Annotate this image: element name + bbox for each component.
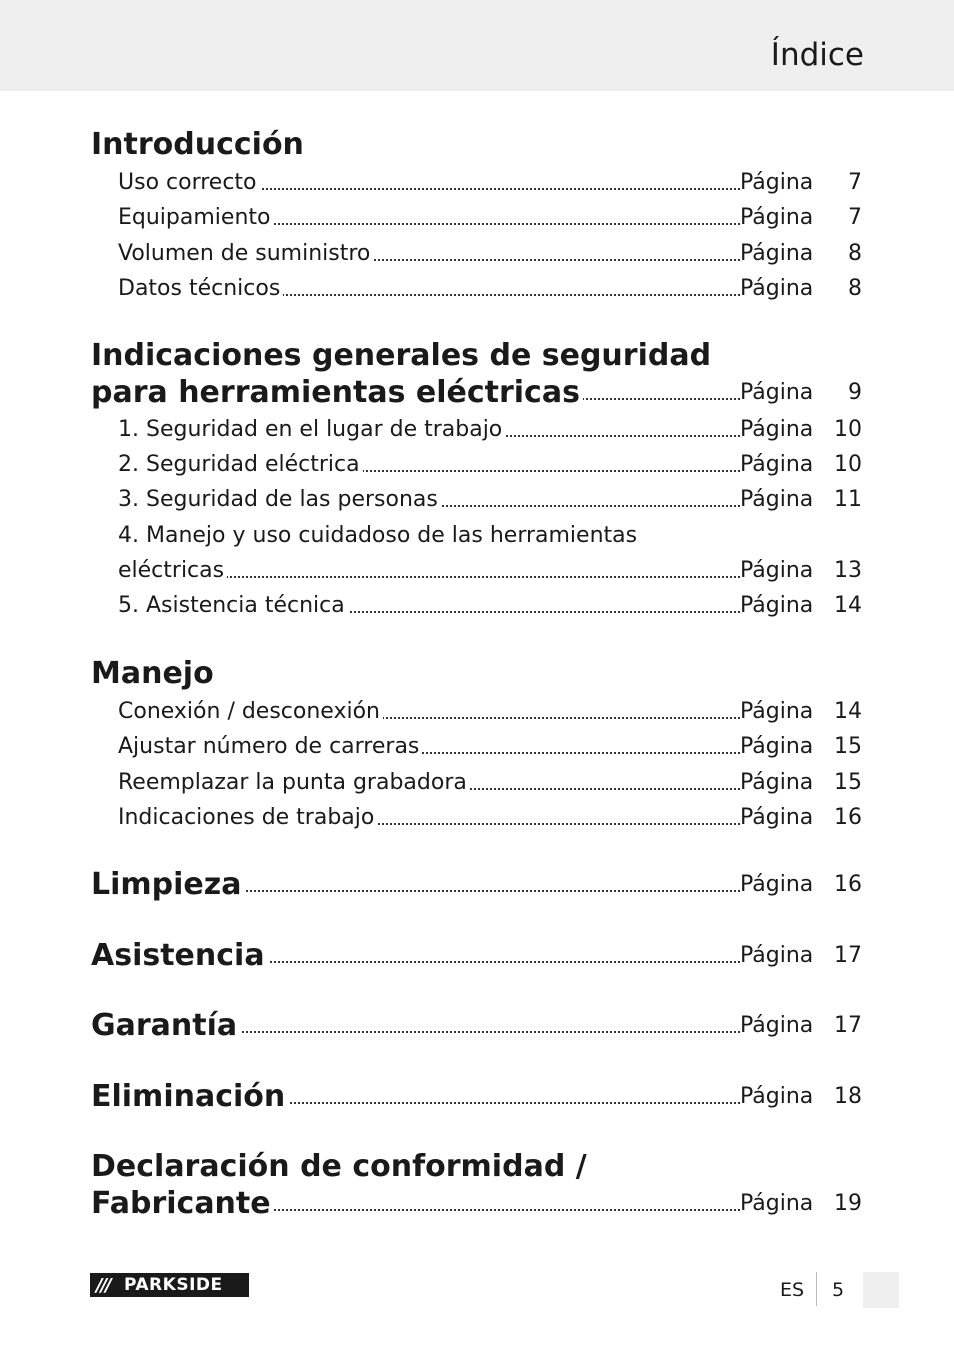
page-number: 10 [834,452,862,477]
toc-entry[interactable] [0,237,954,271]
entry-label: Limpieza [91,868,244,902]
entry-label: Asistencia [91,939,268,973]
toc-entry[interactable] [0,801,954,835]
toc-entry[interactable] [0,413,954,447]
page-word: Página [740,872,814,897]
toc-entry[interactable] [0,272,954,306]
parkside-logo [90,1273,249,1297]
page-word: Página [740,1191,814,1216]
toc-entry-garantia[interactable] [0,1009,954,1043]
page-number: 13 [834,558,862,583]
page-word: Página [740,1084,814,1109]
toc-entry[interactable] [0,166,954,200]
page-word: Página [740,805,814,830]
section-title-declaracion: Declaración de conformidad / [91,1149,587,1184]
section-title-manejo: Manejo [91,656,214,691]
entry-label: 5. Asistencia técnica [118,589,348,623]
toc-entry-eliminacion[interactable] [0,1080,954,1114]
section-title-indicaciones: Indicaciones generales de seguridad [91,338,712,373]
page-word: Página [740,734,814,759]
page-number: 7 [848,170,862,195]
page-number: 11 [834,487,862,512]
page-number: 8 [848,276,862,301]
entry-label: Indicaciones de trabajo [118,801,377,835]
entry-label: 1. Seguridad en el lugar de trabajo [118,413,505,447]
page-word: Página [740,699,814,724]
logo-slashes: /// [96,1274,110,1296]
page-number: 14 [834,593,862,618]
page-word: Página [740,943,814,968]
page-word: Página [740,170,814,195]
footer-divider [816,1272,817,1306]
toc-entry[interactable] [0,589,954,623]
toc-entry-indicaciones[interactable] [0,376,954,410]
entry-label: Equipamiento [118,201,273,235]
page-word: Página [740,241,814,266]
toc-entry[interactable] [0,483,954,517]
toc-entry-asistencia[interactable] [0,939,954,973]
entry-label-line1: 4. Manejo y uso cuidadoso de las herramientas [118,523,638,548]
page-word: Página [740,770,814,795]
toc-entry[interactable] [0,201,954,235]
page-number: 16 [834,805,862,830]
entry-label: 3. Seguridad de las personas [118,483,441,517]
entry-label: Reemplazar la punta grabadora [118,766,470,800]
entry-label: 2. Seguridad eléctrica [118,448,363,482]
page-number: 15 [834,770,862,795]
toc-entry[interactable] [0,695,954,729]
page-number-footer: 5 [832,1279,845,1301]
language-code: ES [780,1279,805,1301]
toc-entry[interactable] [0,554,954,588]
page-word: Página [740,487,814,512]
page-number: 14 [834,699,862,724]
page-word: Página [740,452,814,477]
toc-entry[interactable] [0,730,954,764]
entry-label: Ajustar número de carreras [118,730,422,764]
entry-label: Eliminación [91,1080,288,1114]
page-word: Página [740,417,814,442]
page-word: Página [740,558,814,583]
toc-entry[interactable] [0,766,954,800]
page-title: Índice [770,37,864,73]
page-number: 10 [834,417,862,442]
entry-label: Conexión / desconexión [118,695,383,729]
page-number: 18 [834,1084,862,1109]
entry-label: para herramientas eléctricas [91,376,583,410]
page-word: Página [740,380,814,405]
entry-label: Volumen de suministro [118,237,373,271]
page-number: 17 [834,1013,862,1038]
entry-label: Fabricante [91,1187,274,1221]
logo-brand: PARKSIDE [124,1275,223,1295]
entry-label: Uso correcto [118,166,260,200]
page-word: Página [740,593,814,618]
page-number: 16 [834,872,862,897]
toc-entry[interactable] [0,448,954,482]
page-number: 7 [848,205,862,230]
toc-entry-limpieza[interactable] [0,868,954,902]
page-number: 15 [834,734,862,759]
page-word: Página [740,1013,814,1038]
entry-label: Datos técnicos [118,272,283,306]
page-word: Página [740,205,814,230]
page-number: 17 [834,943,862,968]
entry-label: Garantía [91,1009,240,1043]
footer-tab [863,1272,899,1308]
toc-entry-declaracion[interactable] [0,1187,954,1221]
section-title-introduccion: Introducción [91,127,304,162]
page-number: 8 [848,241,862,266]
page-word: Página [740,276,814,301]
page-number: 19 [834,1191,862,1216]
page-number: 9 [848,380,862,405]
entry-label: eléctricas [118,554,227,588]
